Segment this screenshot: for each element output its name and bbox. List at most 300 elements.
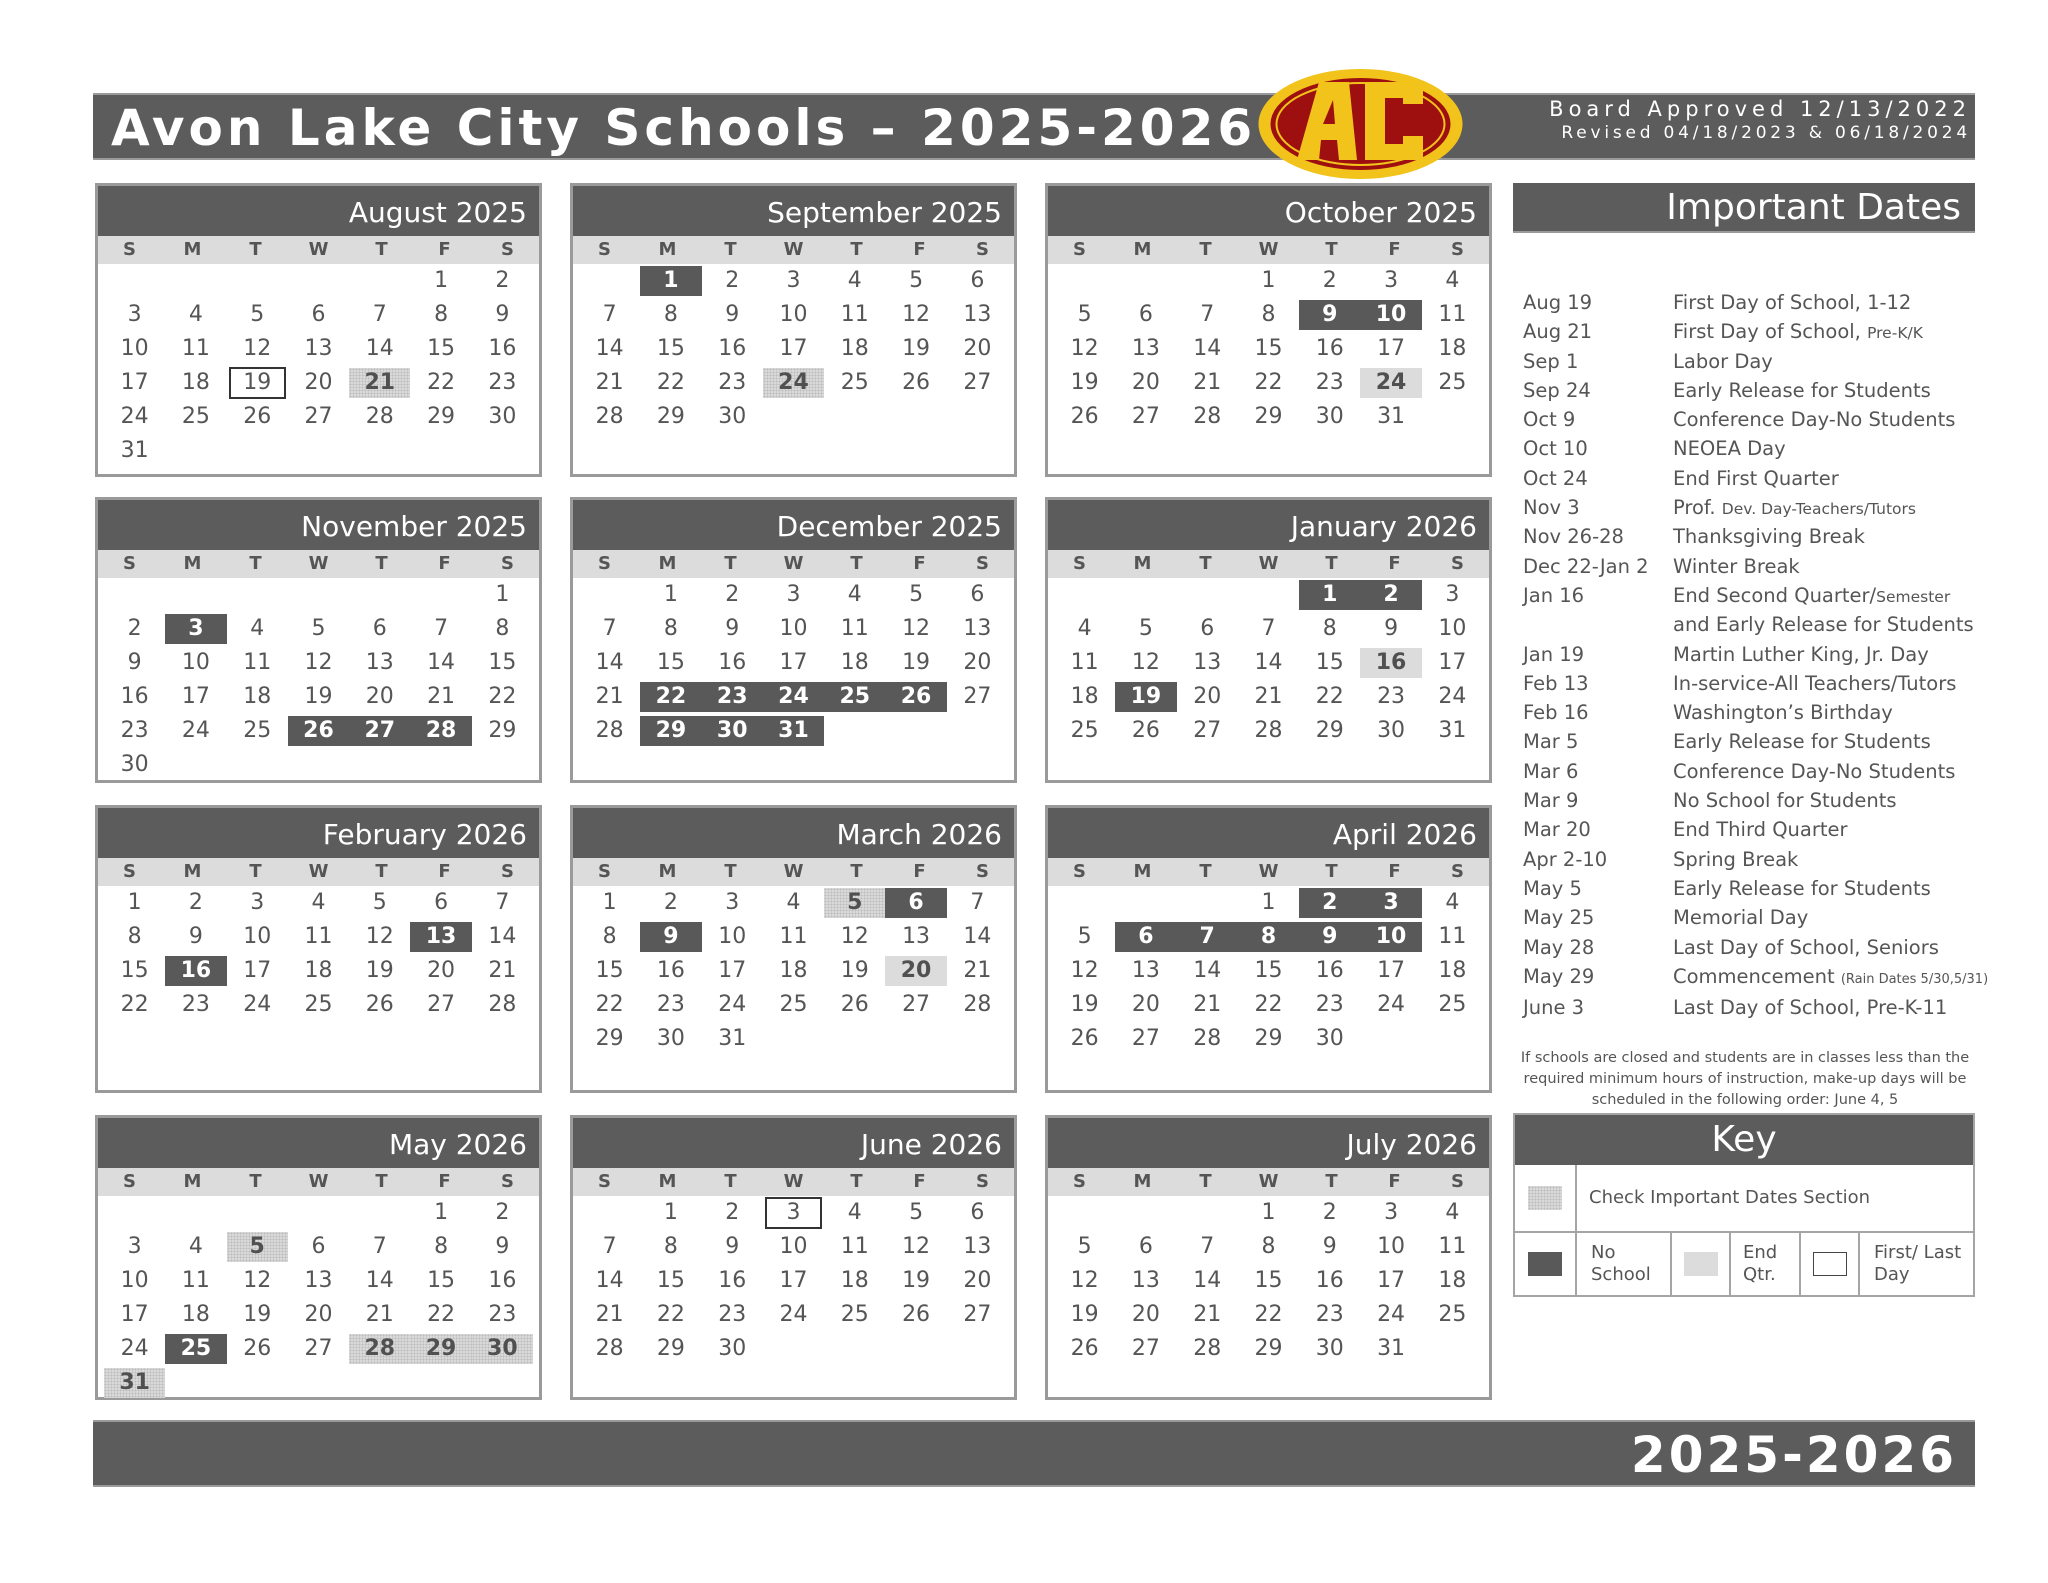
weekday-header bbox=[98, 550, 539, 578]
calendar-day: 7 bbox=[1261, 616, 1276, 641]
calendar-day: 9 bbox=[725, 1234, 740, 1259]
weekday-label: S bbox=[1451, 861, 1464, 882]
calendar-day: 5 bbox=[1077, 1234, 1092, 1259]
month-calendar bbox=[95, 183, 542, 477]
calendar-day: 12 bbox=[902, 616, 931, 641]
weekday-label: M bbox=[1133, 553, 1152, 574]
important-date-row bbox=[1523, 787, 1983, 816]
calendar-day: 28 bbox=[1193, 1026, 1222, 1051]
calendar-day: 12 bbox=[304, 650, 333, 675]
weekday-label: S bbox=[598, 861, 611, 882]
calendar-day: 18 bbox=[181, 370, 210, 395]
calendar-day: 20 bbox=[365, 684, 394, 709]
important-date-row bbox=[1523, 523, 1983, 552]
important-date-row bbox=[1523, 816, 1983, 845]
event-text: First Day of School, 1-12 bbox=[1673, 291, 1912, 314]
calendar-day: 17 bbox=[779, 336, 808, 361]
calendar-day: 7 bbox=[372, 1234, 387, 1259]
calendar-day: 6 bbox=[434, 890, 449, 915]
calendar-day: 21 bbox=[595, 684, 624, 709]
empty-day bbox=[288, 264, 349, 298]
calendar-day-noschool: 26 bbox=[885, 682, 946, 712]
calendar-day-endq: 20 bbox=[885, 956, 946, 986]
calendar-day-noschool: 30 bbox=[702, 716, 763, 746]
school-logo-icon bbox=[1257, 68, 1464, 180]
calendar-day: 6 bbox=[1200, 616, 1215, 641]
calendar-day: 11 bbox=[181, 336, 210, 361]
weekday-label: W bbox=[783, 553, 804, 574]
empty-day bbox=[1177, 578, 1238, 612]
calendar-day: 25 bbox=[840, 370, 869, 395]
calendar-day: 17 bbox=[120, 370, 149, 395]
calendar-day: 5 bbox=[250, 302, 265, 327]
calendar-day: 26 bbox=[902, 370, 931, 395]
calendar-day: 24 bbox=[120, 404, 149, 429]
weekday-label: S bbox=[123, 553, 136, 574]
calendar-day: 10 bbox=[718, 924, 747, 949]
days-grid bbox=[573, 578, 1014, 748]
calendar-day: 15 bbox=[656, 336, 685, 361]
calendar-day: 14 bbox=[1193, 336, 1222, 361]
empty-day bbox=[579, 1196, 640, 1230]
event-text: End Second Quarter/ bbox=[1673, 583, 1877, 607]
calendar-day: 4 bbox=[1445, 1200, 1460, 1225]
weekday-label: T bbox=[850, 861, 863, 882]
calendar-day-endq: 16 bbox=[1360, 648, 1421, 678]
weekday-label: F bbox=[438, 1171, 451, 1192]
calendar-day: 22 bbox=[1254, 992, 1283, 1017]
calendar-day: 4 bbox=[847, 582, 862, 607]
weekday-label: M bbox=[658, 239, 677, 260]
calendar-day: 17 bbox=[1438, 650, 1467, 675]
calendar-day: 4 bbox=[1445, 268, 1460, 293]
event-description bbox=[1673, 318, 1983, 347]
calendar-day: 5 bbox=[909, 582, 924, 607]
calendar-day: 30 bbox=[656, 1026, 685, 1051]
month-title: October 2025 bbox=[1048, 186, 1489, 236]
event-description bbox=[1673, 994, 1983, 1023]
calendar-day: 23 bbox=[488, 370, 517, 395]
days-grid bbox=[1048, 264, 1489, 434]
event-date: Mar 9 bbox=[1523, 789, 1579, 813]
month-calendar bbox=[1045, 805, 1492, 1093]
calendar-day: 23 bbox=[181, 992, 210, 1017]
calendar-day: 21 bbox=[595, 1302, 624, 1327]
event-description bbox=[1673, 758, 1983, 787]
calendar-day: 7 bbox=[1200, 302, 1215, 327]
calendar-day-noschool: 10 bbox=[1360, 300, 1421, 330]
calendar-day: 22 bbox=[1315, 684, 1344, 709]
calendar-day: 14 bbox=[427, 650, 456, 675]
calendar-day: 1 bbox=[663, 1200, 678, 1225]
calendar-day-noschool: 9 bbox=[1299, 300, 1360, 330]
key-swatch-cell bbox=[1515, 1165, 1577, 1231]
calendar-day: 1 bbox=[127, 890, 142, 915]
weekday-label: T bbox=[850, 553, 863, 574]
calendar-day: 6 bbox=[970, 268, 985, 293]
weekday-label: W bbox=[1258, 861, 1279, 882]
calendar-day: 6 bbox=[1138, 302, 1153, 327]
calendar-day: 27 bbox=[304, 404, 333, 429]
calendar-day: 30 bbox=[120, 752, 149, 777]
event-description bbox=[1673, 963, 1988, 994]
event-date: Aug 21 bbox=[1523, 320, 1593, 344]
weekday-header bbox=[98, 858, 539, 886]
calendar-day: 29 bbox=[1254, 1336, 1283, 1361]
weekday-label: F bbox=[438, 553, 451, 574]
calendar-day: 12 bbox=[243, 1268, 272, 1293]
empty-day bbox=[579, 264, 640, 298]
event-date: May 28 bbox=[1523, 935, 1595, 959]
calendar-day: 28 bbox=[595, 404, 624, 429]
event-description bbox=[1673, 465, 1983, 494]
event-date: Aug 19 bbox=[1523, 291, 1593, 314]
calendar-day: 1 bbox=[1261, 890, 1276, 915]
calendar-day: 24 bbox=[718, 992, 747, 1017]
event-description bbox=[1673, 289, 1983, 318]
weekday-label: T bbox=[249, 861, 262, 882]
calendar-day: 19 bbox=[365, 958, 394, 983]
weekday-label: S bbox=[501, 861, 514, 882]
calendar-day: 19 bbox=[1070, 370, 1099, 395]
month-calendar bbox=[570, 1115, 1017, 1400]
calendar-day: 29 bbox=[1254, 1026, 1283, 1051]
event-text: Commencement bbox=[1673, 964, 1841, 988]
calendar-day: 6 bbox=[970, 582, 985, 607]
weekday-label: S bbox=[1451, 553, 1464, 574]
calendar-day: 4 bbox=[847, 268, 862, 293]
calendar-day: 26 bbox=[1070, 404, 1099, 429]
legend-key bbox=[1513, 1113, 1975, 1297]
calendar-day: 8 bbox=[663, 302, 678, 327]
month-title: August 2025 bbox=[98, 186, 539, 236]
calendar-day-noschool: 22 bbox=[640, 682, 701, 712]
calendar-day: 24 bbox=[779, 1302, 808, 1327]
weekday-label: T bbox=[1199, 553, 1212, 574]
weekday-label: T bbox=[724, 239, 737, 260]
calendar-day: 18 bbox=[1438, 336, 1467, 361]
weekday-label: W bbox=[1258, 553, 1279, 574]
weekday-label: T bbox=[1325, 1171, 1338, 1192]
weekday-label: S bbox=[501, 553, 514, 574]
calendar-day: 8 bbox=[434, 1234, 449, 1259]
calendar-day: 4 bbox=[1445, 890, 1460, 915]
calendar-day: 15 bbox=[488, 650, 517, 675]
calendar-day: 5 bbox=[909, 1200, 924, 1225]
event-description bbox=[1673, 728, 1983, 757]
calendar-day-noschool: 2 bbox=[1360, 580, 1421, 610]
calendar-day-noschool: 7 bbox=[1177, 922, 1238, 952]
calendar-day: 9 bbox=[1384, 616, 1399, 641]
days-grid bbox=[98, 886, 539, 1022]
event-text: Martin Luther King, Jr. Day bbox=[1673, 642, 1929, 666]
weekday-label: T bbox=[724, 553, 737, 574]
calendar-day: 5 bbox=[372, 890, 387, 915]
weekday-label: W bbox=[308, 861, 329, 882]
calendar-day: 21 bbox=[365, 1302, 394, 1327]
empty-day bbox=[227, 264, 288, 298]
calendar-day: 26 bbox=[243, 1336, 272, 1361]
calendar-day: 16 bbox=[1315, 958, 1344, 983]
calendar-day: 21 bbox=[595, 370, 624, 395]
calendar-day: 12 bbox=[902, 302, 931, 327]
calendar-day: 24 bbox=[243, 992, 272, 1017]
empty-day bbox=[288, 578, 349, 612]
calendar-day: 9 bbox=[495, 302, 510, 327]
calendar-day: 11 bbox=[243, 650, 272, 675]
empty-day bbox=[1177, 264, 1238, 298]
days-grid bbox=[1048, 578, 1489, 748]
calendar-day: 26 bbox=[1070, 1336, 1099, 1361]
event-text: No School for Students bbox=[1673, 789, 1897, 813]
calendar-day: 26 bbox=[840, 992, 869, 1017]
calendar-day: 28 bbox=[595, 1336, 624, 1361]
calendar-day: 30 bbox=[1315, 1026, 1344, 1051]
calendar-day: 25 bbox=[840, 1302, 869, 1327]
calendar-day: 13 bbox=[1131, 958, 1160, 983]
weekday-label: F bbox=[1388, 239, 1401, 260]
empty-day bbox=[1115, 886, 1176, 920]
calendar-day: 11 bbox=[1438, 302, 1467, 327]
weekday-label: T bbox=[249, 1171, 262, 1192]
weekday-label: S bbox=[1073, 239, 1086, 260]
calendar-day-firstlast: 3 bbox=[765, 1197, 822, 1229]
calendar-day: 3 bbox=[725, 890, 740, 915]
important-date-row bbox=[1523, 377, 1983, 406]
calendar-day: 31 bbox=[1377, 1336, 1406, 1361]
calendar-day: 5 bbox=[1077, 302, 1092, 327]
calendar-day: 8 bbox=[1322, 616, 1337, 641]
calendar-day: 13 bbox=[963, 302, 992, 327]
calendar-day: 15 bbox=[1254, 958, 1283, 983]
weekday-label: S bbox=[123, 861, 136, 882]
calendar-day: 1 bbox=[434, 268, 449, 293]
calendar-day: 14 bbox=[595, 650, 624, 675]
month-title: December 2025 bbox=[573, 500, 1014, 550]
event-text: Spring Break bbox=[1673, 847, 1799, 871]
key-swatch-cell bbox=[1801, 1233, 1860, 1295]
calendar-day: 23 bbox=[488, 1302, 517, 1327]
calendar-day: 1 bbox=[495, 582, 510, 607]
calendar-day: 22 bbox=[1254, 1302, 1283, 1327]
event-description bbox=[1673, 787, 1983, 816]
weekday-label: S bbox=[123, 239, 136, 260]
event-text: Thanksgiving Break bbox=[1673, 525, 1865, 549]
empty-day bbox=[1177, 1196, 1238, 1230]
calendar-day: 2 bbox=[495, 268, 510, 293]
weekday-label: M bbox=[658, 1171, 677, 1192]
calendar-day: 27 bbox=[963, 370, 992, 395]
event-date: Nov 3 bbox=[1523, 496, 1580, 520]
calendar-day: 28 bbox=[1193, 1336, 1222, 1361]
event-text: Early Release for Students bbox=[1673, 378, 1931, 402]
calendar-day: 13 bbox=[1131, 336, 1160, 361]
event-description bbox=[1673, 523, 1983, 552]
calendar-day: 22 bbox=[656, 1302, 685, 1327]
calendar-day: 11 bbox=[840, 302, 869, 327]
event-date: Nov 26-28 bbox=[1523, 525, 1624, 549]
weekday-label: S bbox=[976, 553, 989, 574]
calendar-day: 12 bbox=[365, 924, 394, 949]
calendar-day: 16 bbox=[120, 684, 149, 709]
calendar-day: 12 bbox=[243, 336, 272, 361]
event-date: Jan 19 bbox=[1523, 642, 1585, 666]
event-suffix: (Rain Dates 5/30,5/31) bbox=[1840, 971, 1989, 987]
event-date: Apr 2-10 bbox=[1523, 847, 1608, 871]
calendar-day: 28 bbox=[963, 992, 992, 1017]
empty-day bbox=[410, 578, 471, 612]
calendar-day: 20 bbox=[963, 1268, 992, 1293]
calendar-day: 15 bbox=[595, 958, 624, 983]
calendar-day: 19 bbox=[243, 1302, 272, 1327]
calendar-day: 28 bbox=[1254, 718, 1283, 743]
calendar-day: 13 bbox=[1131, 1268, 1160, 1293]
month-calendar bbox=[1045, 183, 1492, 477]
calendar-day: 20 bbox=[304, 370, 333, 395]
calendar-day: 10 bbox=[120, 336, 149, 361]
calendar-day: 16 bbox=[718, 1268, 747, 1293]
calendar-day: 18 bbox=[304, 958, 333, 983]
calendar-day-check: 31 bbox=[104, 1368, 165, 1398]
weekday-label: S bbox=[598, 1171, 611, 1192]
calendar-day-check: 24 bbox=[763, 368, 824, 398]
calendar-day-noschool: 13 bbox=[410, 922, 471, 952]
calendar-day: 9 bbox=[495, 1234, 510, 1259]
event-date: Sep 1 bbox=[1523, 349, 1579, 373]
calendar-day: 28 bbox=[365, 404, 394, 429]
weekday-label: M bbox=[183, 553, 202, 574]
month-title: June 2026 bbox=[573, 1118, 1014, 1168]
weekday-label: F bbox=[438, 239, 451, 260]
empty-day bbox=[227, 1196, 288, 1230]
important-date-row bbox=[1523, 435, 1983, 464]
weekday-label: S bbox=[1073, 553, 1086, 574]
calendar-day: 1 bbox=[1261, 1200, 1276, 1225]
calendar-day: 11 bbox=[1438, 924, 1467, 949]
key-title: Key bbox=[1515, 1115, 1973, 1165]
calendar-day: 14 bbox=[963, 924, 992, 949]
important-date-row bbox=[1523, 582, 1983, 611]
calendar-day: 13 bbox=[1193, 650, 1222, 675]
calendar-day: 16 bbox=[1315, 336, 1344, 361]
calendar-day: 27 bbox=[1131, 404, 1160, 429]
event-date: Feb 13 bbox=[1523, 671, 1589, 695]
days-grid bbox=[573, 264, 1014, 434]
calendar-day: 29 bbox=[1315, 718, 1344, 743]
calendar-day: 21 bbox=[1193, 1302, 1222, 1327]
calendar-day: 15 bbox=[427, 336, 456, 361]
calendar-day: 11 bbox=[1070, 650, 1099, 675]
calendar-day: 15 bbox=[1254, 1268, 1283, 1293]
weekday-label: M bbox=[183, 239, 202, 260]
event-text: In-service-All Teachers/Tutors bbox=[1673, 671, 1957, 695]
month-title: January 2026 bbox=[1048, 500, 1489, 550]
calendar-day: 10 bbox=[779, 616, 808, 641]
event-description bbox=[1673, 641, 1983, 670]
calendar-day: 27 bbox=[1131, 1336, 1160, 1361]
calendar-day: 21 bbox=[488, 958, 517, 983]
calendar-day: 25 bbox=[1438, 1302, 1467, 1327]
calendar-day: 16 bbox=[718, 336, 747, 361]
important-date-row bbox=[1523, 699, 1983, 728]
calendar-day: 27 bbox=[1193, 718, 1222, 743]
calendar-day: 22 bbox=[595, 992, 624, 1017]
weekday-header bbox=[1048, 858, 1489, 886]
calendar-day: 2 bbox=[663, 890, 678, 915]
calendar-day: 29 bbox=[656, 1336, 685, 1361]
weekday-label: S bbox=[976, 1171, 989, 1192]
calendar-day: 27 bbox=[963, 1302, 992, 1327]
event-text: Prof. bbox=[1673, 496, 1722, 520]
calendar-day: 5 bbox=[1077, 924, 1092, 949]
calendar-day-noschool: 27 bbox=[349, 716, 410, 746]
calendar-day: 8 bbox=[602, 924, 617, 949]
calendar-day: 18 bbox=[840, 1268, 869, 1293]
weekday-header bbox=[573, 858, 1014, 886]
calendar-day: 14 bbox=[365, 1268, 394, 1293]
month-calendar bbox=[95, 497, 542, 783]
calendar-day: 17 bbox=[718, 958, 747, 983]
weekday-header bbox=[1048, 236, 1489, 264]
weekday-label: T bbox=[249, 553, 262, 574]
calendar-day: 2 bbox=[1322, 1200, 1337, 1225]
event-date: Sep 24 bbox=[1523, 378, 1591, 402]
event-suffix: Semester bbox=[1876, 587, 1951, 606]
event-suffix: Dev. Day-Teachers/Tutors bbox=[1721, 500, 1916, 519]
important-date-row bbox=[1523, 875, 1983, 904]
calendar-day: 18 bbox=[840, 650, 869, 675]
weekday-label: F bbox=[913, 239, 926, 260]
weekday-header bbox=[1048, 550, 1489, 578]
calendar-day: 15 bbox=[120, 958, 149, 983]
calendar-day: 6 bbox=[970, 1200, 985, 1225]
event-text: Early Release for Students bbox=[1673, 876, 1931, 900]
calendar-day: 25 bbox=[779, 992, 808, 1017]
calendar-day: 12 bbox=[1070, 1268, 1099, 1293]
calendar-day-check: 21 bbox=[349, 368, 410, 398]
calendar-day: 15 bbox=[1315, 650, 1344, 675]
important-date-row bbox=[1523, 728, 1983, 757]
weekday-label: F bbox=[1388, 1171, 1401, 1192]
weekday-label: W bbox=[1258, 1171, 1279, 1192]
month-title: April 2026 bbox=[1048, 808, 1489, 858]
calendar-day-noschool: 9 bbox=[640, 922, 701, 952]
calendar-day: 14 bbox=[595, 336, 624, 361]
calendar-day: 30 bbox=[1377, 718, 1406, 743]
weekday-label: T bbox=[249, 239, 262, 260]
calendar-day: 14 bbox=[1193, 958, 1222, 983]
calendar-day-endq: 24 bbox=[1360, 368, 1421, 398]
empty-day bbox=[104, 264, 165, 298]
calendar-day: 10 bbox=[120, 1268, 149, 1293]
calendar-day: 7 bbox=[602, 1234, 617, 1259]
calendar-day: 20 bbox=[1193, 684, 1222, 709]
calendar-day: 5 bbox=[1138, 616, 1153, 641]
calendar-day: 14 bbox=[488, 924, 517, 949]
empty-day bbox=[349, 578, 410, 612]
calendar-day: 1 bbox=[602, 890, 617, 915]
calendar-day: 4 bbox=[311, 890, 326, 915]
calendar-day: 20 bbox=[963, 650, 992, 675]
event-text: Washington’s Birthday bbox=[1673, 701, 1893, 725]
weekday-label: T bbox=[724, 1171, 737, 1192]
calendar-day: 29 bbox=[488, 718, 517, 743]
empty-day bbox=[165, 264, 226, 298]
calendar-day: 20 bbox=[1131, 370, 1160, 395]
calendar-day: 17 bbox=[1377, 1268, 1406, 1293]
important-date-row bbox=[1523, 994, 1983, 1023]
calendar-day-noschool: 25 bbox=[165, 1334, 226, 1364]
